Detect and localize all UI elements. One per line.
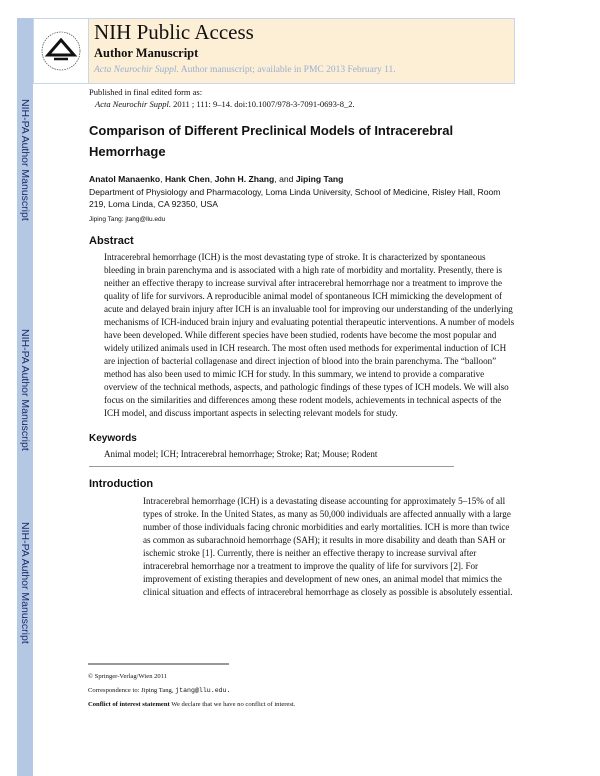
author: John H. Zhang — [214, 174, 275, 184]
published-label: Published in final edited form as: — [89, 87, 203, 97]
nih-header-banner — [33, 18, 515, 84]
availability-line — [94, 65, 396, 75]
article-body — [89, 234, 519, 599]
and-text: and — [279, 174, 294, 184]
divider — [89, 466, 454, 467]
author: Anatol Manaenko — [89, 174, 161, 184]
article-title: Comparison of Different Preclinical Models of Intracerebral Hemorrhage — [89, 123, 454, 159]
footnote-divider — [88, 663, 229, 665]
citation-journal: Acta Neurochir Suppl. — [95, 99, 171, 109]
citation — [89, 98, 355, 110]
correspondence-email: jtang@llu.edu. — [175, 687, 231, 694]
sidebar-label: NIH-PA Author Manuscript — [19, 99, 31, 221]
author: Hank Chen — [164, 174, 210, 184]
correspondence — [88, 686, 231, 695]
author-list: Anatol Manaenko, Hank Chen, John H. Zhang, and Jiping Tang — [89, 174, 344, 184]
sidebar-label: NIH-PA Author Manuscript — [19, 329, 31, 451]
header-subtitle: Author Manuscript — [94, 46, 199, 60]
nih-logo — [34, 19, 89, 83]
keywords-text: Animal model; ICH; Intracerebral hemorrhage; Stroke; Rat; Mouse; Rodent — [104, 449, 378, 459]
correspondence-label: Correspondence to: Jiping Tang, — [88, 687, 174, 694]
conflict-label: Conflict of interest statement — [88, 701, 170, 708]
introduction-text: Intracerebral hemorrhage (ICH) is a devastating disease accounting for approximately 5–15% of all types of stroke. In the United States, as many as 50,000 individuals are affected annually with a large number of those individuals facing chronic morbidities and early mortalities. ICH is more than twice as common as subarachnoid hemorrhage (SAH); it results in more disability and death than SAH or ischemic stroke [1]. Currently, there is neither an effective therapy to increase survival after intracerebral hemorrhage nor a treatment to improve the quality of life for survivors [2]. For improvement of existing therapies and development of new ones, an animal model that mimics the clinical situation and effects of intracerebral hemorrhage as closely as possible is absolutely essential. — [143, 496, 513, 597]
availability-text: Author manuscript; available in PMC 2013 February 11. — [180, 65, 396, 75]
journal-name: Acta Neurochir Suppl. — [94, 65, 179, 75]
header-title: NIH Public Access — [94, 20, 254, 44]
publication-info — [89, 86, 355, 110]
nih-seal-icon — [34, 19, 88, 83]
citation-details: 2011 ; 111: 9–14. doi:10.1007/978-3-7091-0693-8_2. — [173, 99, 355, 109]
abstract-heading: Abstract — [89, 235, 134, 247]
affiliation: Department of Physiology and Pharmacology, Loma Linda University, School of Medicine, Risley Hall, Room 219, Loma Linda, CA 92350, USA — [89, 187, 501, 209]
keywords-heading: Keywords — [89, 433, 137, 444]
sidebar-label: NIH-PA Author Manuscript — [19, 521, 31, 644]
conflict-text: We declare that we have no conflict of interest. — [171, 701, 296, 708]
author: Jiping Tang — [295, 174, 344, 184]
contact-email: Jiping Tang: jtang@llu.edu — [89, 216, 166, 223]
conflict-statement — [88, 700, 295, 709]
introduction-heading: Introduction — [89, 478, 154, 490]
abstract-text: Intracerebral hemorrhage (ICH) is the most devastating type of stroke. It is characterized by spontaneous bleeding in brain parenchyma and is associated with a high rate of morbidity and mortality. Presently, there is neither an effective therapy to increase survival after intracerebral hemorrhage nor a treatment to improve the quality of life for survivors. A reproducible animal model of spontaneous ICH mimicking the development of acute and delayed brain injury after ICH is an invaluable tool for improving our understanding of the underlying mechanisms of ICH-induced brain injury and evaluating potential therapeutic interventions. A number of models have been developed. While different species have been studied, rodents have become the most popular and widely utilized animals used in ICH research. The most often used methods for experimental induction of ICH are injection of bacterial collagenase and direct injection of blood into the brain parenchyma. The “balloon” method has also been used to mimic ICH for study. In this summary, we intend to provide a comparative overview of the technical methods, aspects, and pathologic findings of these types of ICH models. We will also focus on the similarities and differences among these rodent models, achievements in technical aspects of the ICH model, and discuss important aspects in selecting relevant models for study. — [104, 252, 515, 418]
copyright: © Springer-Verlag/Wien 2011 — [88, 673, 168, 680]
